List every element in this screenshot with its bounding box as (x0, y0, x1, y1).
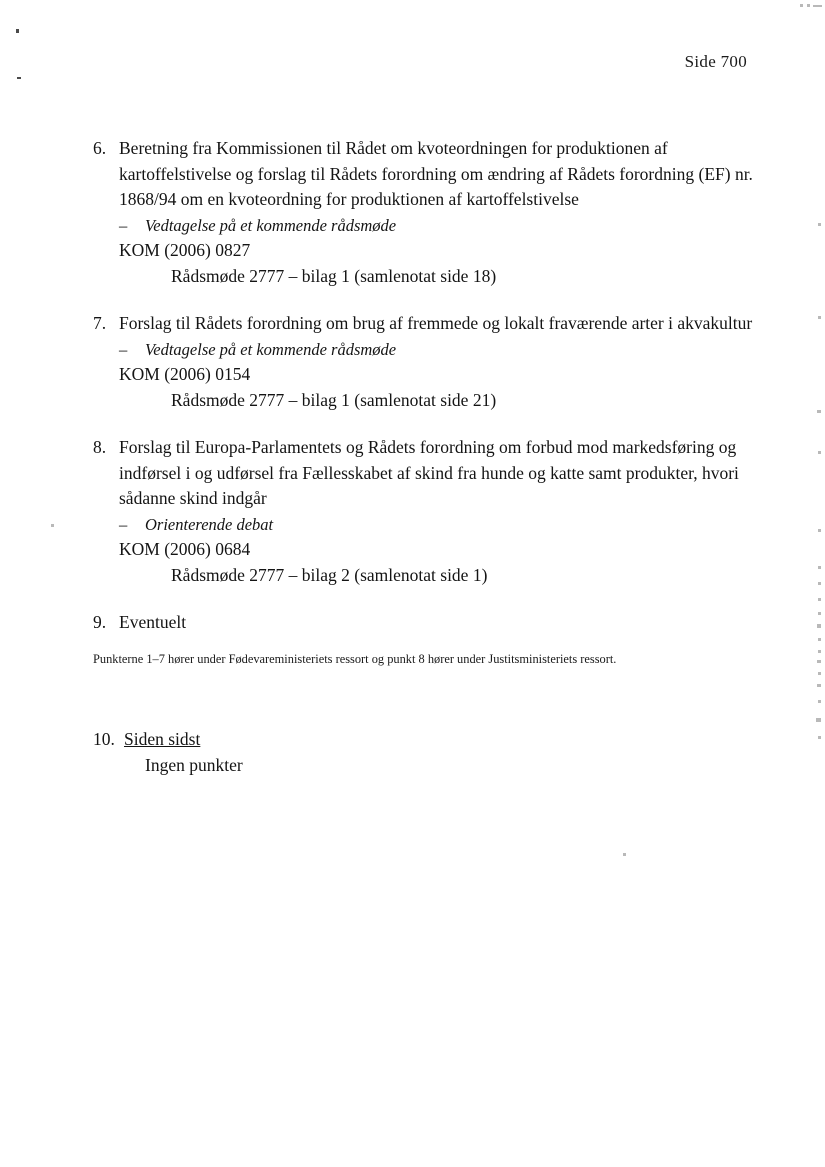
page-number-header: Side 700 (684, 52, 747, 71)
scan-speckle (16, 29, 19, 33)
siden-sidst-title: Siden sidst (124, 729, 201, 749)
agenda-item-7 (93, 311, 755, 413)
agenda-item-number: 8. (93, 437, 107, 457)
scan-edge-speckle (818, 638, 821, 641)
agenda-item-8 (93, 435, 755, 588)
agenda-item-subtitle: Vedtagelse på et kommende rådsmøde (145, 215, 397, 235)
scan-edge-speckle (818, 612, 821, 615)
scan-edge-speckle (818, 736, 821, 739)
agenda-item-title: Forslag til Europa-Parlamentets og Rådets forordning om forbud mod markedsføring og indførsel i og udførsel fra Fællesskabet af skind fra hunde og katte samt produkter, hvori sådanne skind indgår (119, 437, 739, 508)
agenda-item-kom-code: KOM (2006) 0827 (119, 240, 251, 260)
agenda-item-title: Eventuelt (119, 612, 187, 632)
scan-edge-speckle (818, 598, 821, 601)
agenda-item-body (119, 136, 755, 289)
agenda-item-9 (93, 610, 755, 636)
agenda-list (93, 136, 755, 636)
scan-edge-speckle (818, 566, 821, 569)
agenda-item-subtitle-row (119, 337, 755, 363)
agenda-item-reference: Rådsmøde 2777 – bilag 1 (samlenotat side 21) (171, 389, 497, 410)
dash-marker: – (119, 514, 128, 534)
agenda-item-kom-code: KOM (2006) 0154 (119, 364, 251, 384)
scan-edge-speckle (818, 672, 821, 675)
scan-edge-speckle (817, 660, 821, 663)
scan-edge-speckle (818, 650, 821, 653)
siden-sidst-heading-row (93, 727, 593, 753)
agenda-item-subtitle: Orienterende debat (145, 514, 274, 534)
scan-speckle (800, 4, 803, 7)
scan-edge-speckle (818, 223, 821, 226)
siden-sidst-number: 10. (93, 729, 115, 749)
scan-edge-speckle (818, 582, 821, 585)
agenda-item-number: 6. (93, 138, 107, 158)
dash-marker: – (119, 215, 128, 235)
agenda-item-subtitle: Vedtagelse på et kommende rådsmøde (145, 339, 397, 359)
agenda-item-body (119, 435, 755, 588)
scan-speckle (51, 524, 54, 527)
ministry-responsibility-footnote: Punkterne 1–7 hører under Fødevareministeriets ressort og punkt 8 hører under Justitsministeriets ressort. (93, 652, 617, 666)
agenda-item-reference: Rådsmøde 2777 – bilag 2 (samlenotat side 1) (171, 564, 488, 585)
scan-edge-speckle (818, 316, 821, 319)
agenda-item-6 (93, 136, 755, 289)
scan-edge-speckle (818, 529, 821, 532)
scan-edge-speckle (817, 684, 821, 687)
scan-edge-speckle (817, 624, 821, 628)
scan-edge-speckle (818, 700, 821, 703)
scan-edge-speckle (817, 410, 821, 413)
agenda-item-number: 9. (93, 612, 107, 632)
agenda-item-subtitle-row (119, 512, 755, 538)
scan-speckle (623, 853, 626, 856)
scan-edge-speckle (816, 718, 821, 722)
agenda-item-kom-code: KOM (2006) 0684 (119, 539, 251, 559)
scan-edge-speckle (818, 451, 821, 454)
agenda-item-title: Beretning fra Kommissionen til Rådet om kvoteordningen for produktionen af kartoffelstivelse og forslag til Rådets forordning om ændring af Rådets forordning (EF) nr. 1868/94 om en kvoteordning for produktionen af kartoffelstivelse (119, 138, 753, 209)
agenda-item-reference: Rådsmøde 2777 – bilag 1 (samlenotat side 18) (171, 265, 497, 286)
scan-speckle (807, 4, 810, 7)
agenda-item-title: Forslag til Rådets forordning om brug af fremmede og lokalt fraværende arter i akvakultur (119, 313, 753, 333)
scan-speckle (17, 77, 21, 79)
siden-sidst-block (93, 727, 593, 778)
siden-sidst-body: Ingen punkter (145, 754, 243, 775)
dash-marker: – (119, 339, 128, 359)
agenda-item-body (119, 311, 755, 413)
agenda-item-number: 7. (93, 313, 107, 333)
scan-speckle (813, 5, 822, 7)
agenda-item-subtitle-row (119, 213, 755, 239)
